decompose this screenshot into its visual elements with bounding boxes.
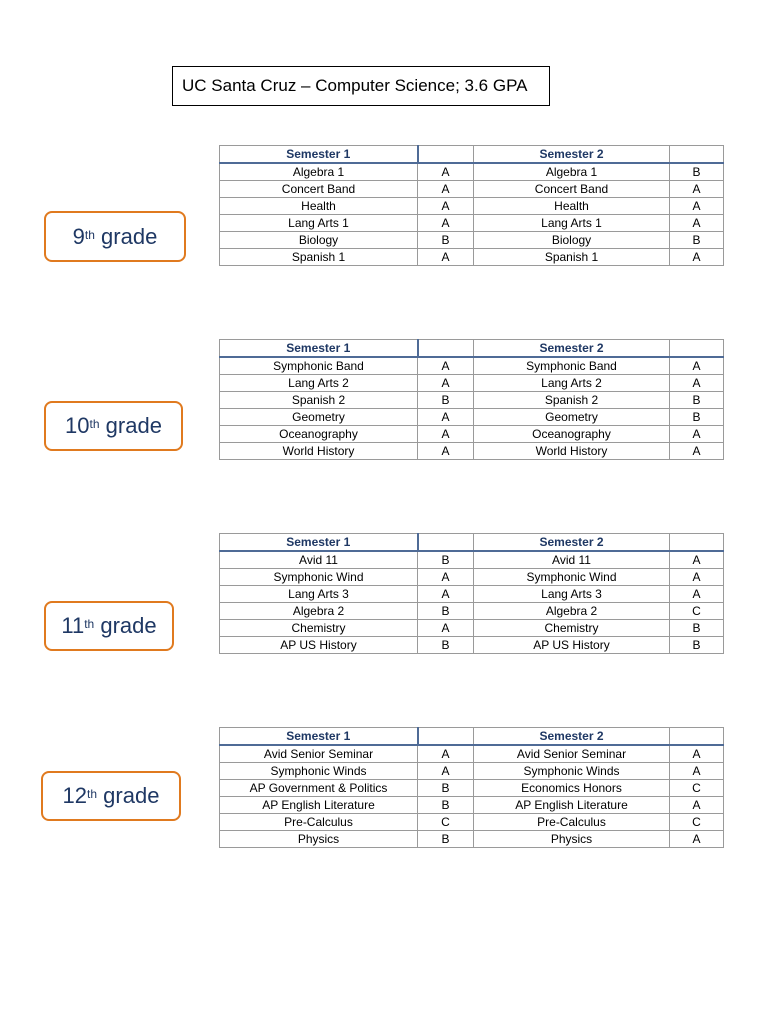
course-sem2: Chemistry bbox=[474, 620, 670, 637]
course-sem1: Algebra 1 bbox=[220, 163, 418, 181]
course-sem1: AP Government & Politics bbox=[220, 780, 418, 797]
course-sem2: Symphonic Wind bbox=[474, 569, 670, 586]
table-row bbox=[220, 586, 724, 603]
course-sem2: Avid Senior Seminar bbox=[474, 745, 670, 763]
semester-2-grade-header bbox=[670, 146, 724, 164]
table-header-row bbox=[220, 534, 724, 552]
table-row bbox=[220, 375, 724, 392]
course-sem2: AP US History bbox=[474, 637, 670, 654]
grade-sem2: A bbox=[670, 569, 724, 586]
page-title: UC Santa Cruz – Computer Science; 3.6 GPA bbox=[172, 66, 550, 106]
course-sem2: Symphonic Band bbox=[474, 357, 670, 375]
grade-sem1: A bbox=[418, 763, 474, 780]
grade-sem1: A bbox=[418, 181, 474, 198]
course-sem1: Chemistry bbox=[220, 620, 418, 637]
course-sem1: AP English Literature bbox=[220, 797, 418, 814]
table-row bbox=[220, 569, 724, 586]
grade-sem1: B bbox=[418, 392, 474, 409]
grade-sem1: A bbox=[418, 443, 474, 460]
table-row bbox=[220, 198, 724, 215]
table-row bbox=[220, 392, 724, 409]
grade-table-11 bbox=[219, 533, 724, 654]
table-row bbox=[220, 232, 724, 249]
grade-sem2: C bbox=[670, 603, 724, 620]
course-sem1: Pre-Calculus bbox=[220, 814, 418, 831]
course-sem1: Concert Band bbox=[220, 181, 418, 198]
course-sem1: Avid 11 bbox=[220, 551, 418, 569]
table-row bbox=[220, 831, 724, 848]
grade-sem1: A bbox=[418, 426, 474, 443]
grade-sem1: B bbox=[418, 797, 474, 814]
grade-sem1: A bbox=[418, 409, 474, 426]
table-row bbox=[220, 249, 724, 266]
table-row bbox=[220, 357, 724, 375]
grade-sem2: A bbox=[670, 763, 724, 780]
table-row bbox=[220, 215, 724, 232]
course-sem2: Spanish 1 bbox=[474, 249, 670, 266]
course-sem1: Oceanography bbox=[220, 426, 418, 443]
grade-word: grade bbox=[105, 413, 162, 438]
table-header-row bbox=[220, 146, 724, 164]
course-sem2: Oceanography bbox=[474, 426, 670, 443]
course-sem1: Lang Arts 1 bbox=[220, 215, 418, 232]
grade-word: grade bbox=[101, 223, 158, 249]
semester-1-grade-header bbox=[418, 728, 474, 746]
course-sem2: Spanish 2 bbox=[474, 392, 670, 409]
table-row bbox=[220, 181, 724, 198]
grade-badge-11 bbox=[44, 601, 174, 651]
course-sem2: Lang Arts 2 bbox=[474, 375, 670, 392]
grade-badge-10 bbox=[44, 401, 183, 451]
grade-sem1: A bbox=[418, 569, 474, 586]
grade-sem2: A bbox=[670, 198, 724, 215]
grade-sem2: B bbox=[670, 637, 724, 654]
semester-2-grade-header bbox=[670, 728, 724, 746]
course-sem1: Physics bbox=[220, 831, 418, 848]
grade-sem2: A bbox=[670, 551, 724, 569]
grade-word: grade bbox=[100, 613, 157, 638]
grade-sem1: A bbox=[418, 745, 474, 763]
table-row bbox=[220, 637, 724, 654]
grade-suffix: th bbox=[84, 617, 95, 631]
grade-sem2: A bbox=[670, 586, 724, 603]
grade-table-10 bbox=[219, 339, 724, 460]
grade-sem1: B bbox=[418, 637, 474, 654]
table-row bbox=[220, 551, 724, 569]
semester-1-grade-header bbox=[418, 340, 474, 358]
table-row bbox=[220, 745, 724, 763]
grade-sem2: A bbox=[670, 215, 724, 232]
grade-sem2: A bbox=[670, 357, 724, 375]
grade-sem2: B bbox=[670, 409, 724, 426]
table-row bbox=[220, 797, 724, 814]
course-sem2: Algebra 1 bbox=[474, 163, 670, 181]
course-sem1: Geometry bbox=[220, 409, 418, 426]
semester-1-grade-header bbox=[418, 146, 474, 164]
course-sem1: Avid Senior Seminar bbox=[220, 745, 418, 763]
semester-2-grade-header bbox=[670, 534, 724, 552]
course-sem1: Spanish 2 bbox=[220, 392, 418, 409]
course-sem1: Biology bbox=[220, 232, 418, 249]
course-sem2: Lang Arts 1 bbox=[474, 215, 670, 232]
table-row bbox=[220, 780, 724, 797]
course-sem2: Concert Band bbox=[474, 181, 670, 198]
course-sem2: Lang Arts 3 bbox=[474, 586, 670, 603]
course-sem2: Health bbox=[474, 198, 670, 215]
course-sem1: Spanish 1 bbox=[220, 249, 418, 266]
grade-sem1: C bbox=[418, 814, 474, 831]
table-row bbox=[220, 426, 724, 443]
semester-1-header: Semester 1 bbox=[220, 534, 418, 552]
grade-sem2: B bbox=[670, 620, 724, 637]
table-row bbox=[220, 620, 724, 637]
course-sem2: Physics bbox=[474, 831, 670, 848]
course-sem1: Lang Arts 3 bbox=[220, 586, 418, 603]
grade-sem1: A bbox=[418, 357, 474, 375]
semester-2-grade-header bbox=[670, 340, 724, 358]
grade-sem1: A bbox=[418, 375, 474, 392]
grade-sem2: A bbox=[670, 443, 724, 460]
course-sem1: AP US History bbox=[220, 637, 418, 654]
grade-sem1: B bbox=[418, 831, 474, 848]
semester-1-grade-header bbox=[418, 534, 474, 552]
grade-sem1: B bbox=[418, 232, 474, 249]
course-sem1: Health bbox=[220, 198, 418, 215]
course-sem2: AP English Literature bbox=[474, 797, 670, 814]
table-row bbox=[220, 603, 724, 620]
grade-sem1: B bbox=[418, 551, 474, 569]
table-row bbox=[220, 814, 724, 831]
course-sem2: Avid 11 bbox=[474, 551, 670, 569]
table-row bbox=[220, 163, 724, 181]
grade-sem1: A bbox=[418, 249, 474, 266]
grade-sem1: A bbox=[418, 163, 474, 181]
semester-2-header: Semester 2 bbox=[474, 534, 670, 552]
grade-sem2: B bbox=[670, 232, 724, 249]
grade-sem1: A bbox=[418, 620, 474, 637]
grade-number: 9 bbox=[72, 223, 85, 249]
course-sem1: Algebra 2 bbox=[220, 603, 418, 620]
grade-sem2: A bbox=[670, 797, 724, 814]
grade-sem2: A bbox=[670, 745, 724, 763]
grade-sem1: A bbox=[418, 215, 474, 232]
course-sem2: Economics Honors bbox=[474, 780, 670, 797]
course-sem2: World History bbox=[474, 443, 670, 460]
grade-sem2: B bbox=[670, 392, 724, 409]
grade-number: 12 bbox=[62, 783, 88, 808]
grade-sem2: A bbox=[670, 426, 724, 443]
grade-suffix: th bbox=[89, 417, 100, 431]
semester-2-header: Semester 2 bbox=[474, 728, 670, 746]
grade-table-12 bbox=[219, 727, 724, 848]
table-row bbox=[220, 409, 724, 426]
table-header-row bbox=[220, 728, 724, 746]
grade-table-9 bbox=[219, 145, 724, 266]
semester-2-header: Semester 2 bbox=[474, 146, 670, 164]
table-row bbox=[220, 763, 724, 780]
semester-1-header: Semester 1 bbox=[220, 728, 418, 746]
course-sem1: Symphonic Band bbox=[220, 357, 418, 375]
grade-sem1: A bbox=[418, 586, 474, 603]
grade-suffix: th bbox=[87, 787, 98, 801]
grade-word: grade bbox=[103, 783, 160, 808]
grade-sem2: A bbox=[670, 831, 724, 848]
grade-sem2: A bbox=[670, 181, 724, 198]
grade-sem2: C bbox=[670, 814, 724, 831]
course-sem1: Lang Arts 2 bbox=[220, 375, 418, 392]
course-sem1: World History bbox=[220, 443, 418, 460]
grade-sem2: C bbox=[670, 780, 724, 797]
grade-sem2: B bbox=[670, 163, 724, 181]
grade-badge-9 bbox=[44, 211, 186, 262]
course-sem2: Biology bbox=[474, 232, 670, 249]
grade-badge-12 bbox=[41, 771, 181, 821]
grade-number: 11 bbox=[61, 613, 85, 638]
semester-1-header: Semester 1 bbox=[220, 340, 418, 358]
course-sem1: Symphonic Wind bbox=[220, 569, 418, 586]
course-sem2: Symphonic Winds bbox=[474, 763, 670, 780]
course-sem1: Symphonic Winds bbox=[220, 763, 418, 780]
table-row bbox=[220, 443, 724, 460]
grade-suffix: th bbox=[84, 227, 95, 242]
grade-sem1: B bbox=[418, 780, 474, 797]
course-sem2: Algebra 2 bbox=[474, 603, 670, 620]
course-sem2: Pre-Calculus bbox=[474, 814, 670, 831]
grade-sem2: A bbox=[670, 375, 724, 392]
course-sem2: Geometry bbox=[474, 409, 670, 426]
semester-1-header: Semester 1 bbox=[220, 146, 418, 164]
grade-sem1: B bbox=[418, 603, 474, 620]
grade-sem1: A bbox=[418, 198, 474, 215]
grade-sem2: A bbox=[670, 249, 724, 266]
semester-2-header: Semester 2 bbox=[474, 340, 670, 358]
table-header-row bbox=[220, 340, 724, 358]
grade-number: 10 bbox=[65, 413, 90, 438]
